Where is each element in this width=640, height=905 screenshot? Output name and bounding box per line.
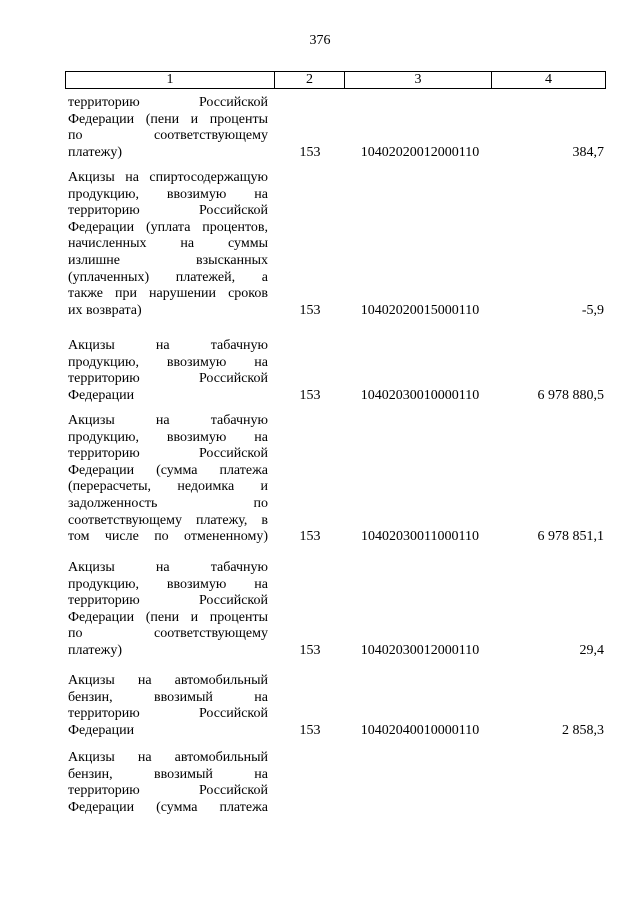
row-budget-code: 10402040010000110 bbox=[360, 722, 480, 738]
row-admin-code: 153 bbox=[299, 144, 321, 160]
row-description bbox=[68, 673, 268, 739]
description-line: задолженность по bbox=[68, 495, 268, 511]
description-line: территорию Российской bbox=[68, 371, 268, 387]
description-line: Акцизы на табачную bbox=[68, 338, 268, 353]
description-line: территорию Российской bbox=[68, 203, 268, 219]
row-admin-code: 153 bbox=[299, 302, 321, 318]
description-line: территорию Российской bbox=[68, 95, 268, 110]
row-admin-code: 153 bbox=[299, 722, 321, 738]
row-amount: 6 978 880,5 bbox=[537, 387, 604, 403]
row-admin-code: 153 bbox=[299, 529, 321, 545]
description-line: Акцизы на автомобильный bbox=[68, 673, 268, 688]
row-description bbox=[68, 560, 268, 660]
row-budget-code: 10402030011000110 bbox=[361, 529, 479, 545]
header-col-3: 3 bbox=[345, 72, 492, 89]
description-line: их возврата) bbox=[68, 302, 142, 318]
row-admin-code: 153 bbox=[299, 643, 321, 658]
row-description bbox=[68, 750, 268, 816]
description-line: Федерации bbox=[68, 722, 135, 738]
header-col-4: 4 bbox=[492, 72, 606, 89]
description-line: бензин, ввозимый на bbox=[68, 766, 268, 782]
header-col-1: 1 bbox=[66, 72, 275, 89]
description-line: Акцизы на автомобильный bbox=[68, 750, 268, 765]
row-amount: 2 858,3 bbox=[562, 722, 604, 738]
row-budget-code: 10402020012000110 bbox=[360, 144, 480, 160]
description-line: платежу) bbox=[68, 642, 122, 658]
row-budget-code: 10402020015000110 bbox=[360, 302, 480, 318]
description-line: соответствующему платежу, в bbox=[68, 512, 268, 528]
description-line: продукцию, ввозимую на bbox=[68, 354, 268, 370]
description-line: начисленных на суммы bbox=[68, 236, 268, 252]
description-line: Федерации bbox=[68, 387, 135, 403]
description-line: излишне взысканных bbox=[68, 252, 268, 268]
description-line: по соответствующему bbox=[68, 626, 268, 642]
description-line: Федерации (пени и проценты bbox=[68, 111, 268, 127]
description-line: (уплаченных) платежей, а bbox=[68, 269, 268, 285]
description-line: продукцию, ввозимую на bbox=[68, 576, 268, 592]
description-line: Акцизы на табачную bbox=[68, 413, 268, 428]
row-admin-code: 153 bbox=[299, 387, 321, 403]
description-line: территорию Российской bbox=[68, 446, 268, 462]
description-line: Федерации (сумма платежа bbox=[68, 462, 268, 478]
description-line: том числе по отмененному) bbox=[68, 529, 268, 545]
row-amount: -5,9 bbox=[581, 302, 604, 318]
description-line: Акцизы на спиртосодержащую bbox=[68, 170, 268, 185]
description-line: также при нарушении сроков bbox=[68, 286, 268, 302]
row-description bbox=[68, 170, 268, 319]
description-line: продукцию, ввозимую на bbox=[68, 186, 268, 202]
row-amount: 384,7 bbox=[572, 144, 604, 160]
description-line: по соответствующему bbox=[68, 128, 268, 144]
row-amount: 29,4 bbox=[579, 643, 604, 658]
description-line: Федерации (сумма платежа bbox=[68, 799, 268, 815]
page-number: 376 bbox=[309, 33, 331, 48]
description-line: продукцию, ввозимую на bbox=[68, 429, 268, 445]
description-line: (перерасчеты, недоимка и bbox=[68, 479, 268, 495]
description-line: территорию Российской bbox=[68, 783, 268, 799]
description-line: Акцизы на табачную bbox=[68, 560, 268, 575]
row-budget-code: 10402030010000110 bbox=[360, 387, 480, 403]
description-line: платежу) bbox=[68, 144, 122, 160]
row-description bbox=[68, 413, 268, 546]
description-line: Федерации (пени и проценты bbox=[68, 609, 268, 625]
row-description bbox=[68, 338, 268, 404]
header-col-2: 2 bbox=[275, 72, 345, 89]
description-line: бензин, ввозимый на bbox=[68, 689, 268, 705]
description-line: Федерации (уплата процентов, bbox=[68, 219, 268, 235]
row-amount: 6 978 851,1 bbox=[537, 529, 604, 545]
row-budget-code: 10402030012000110 bbox=[360, 643, 480, 658]
row-description bbox=[68, 95, 268, 161]
description-line: территорию Российской bbox=[68, 593, 268, 609]
table-header bbox=[65, 71, 606, 89]
description-line: территорию Российской bbox=[68, 706, 268, 722]
